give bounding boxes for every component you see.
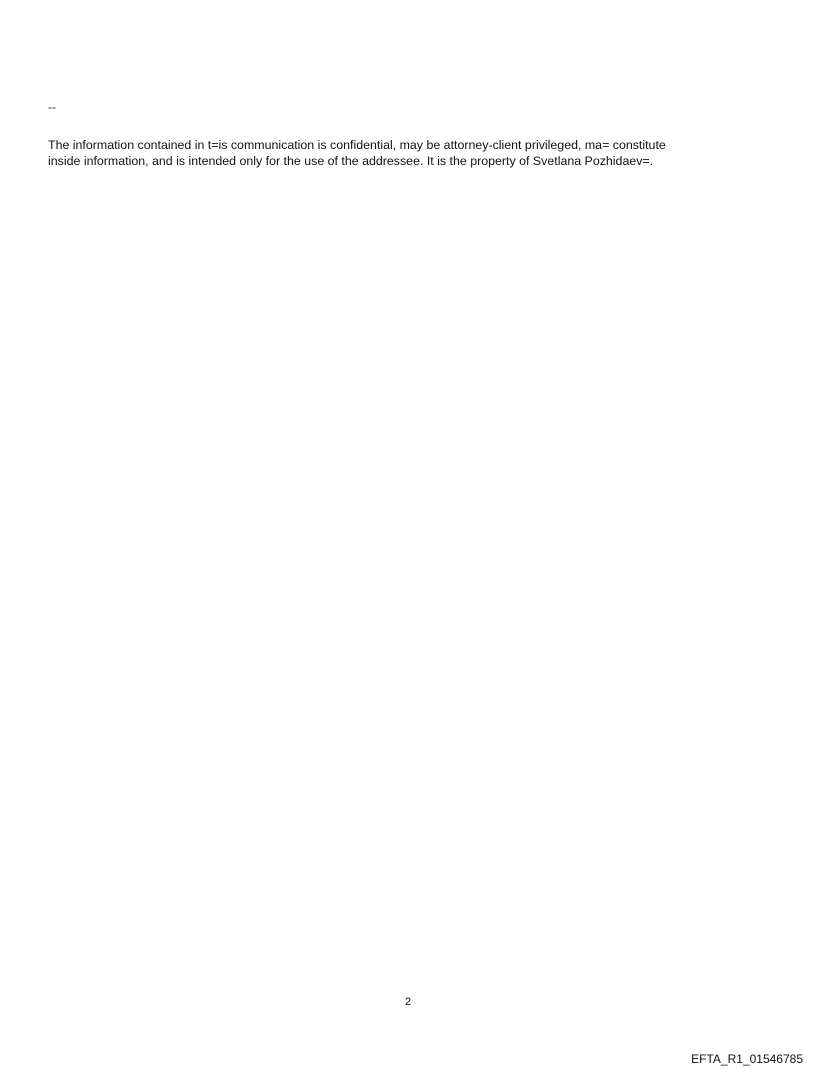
confidentiality-disclaimer xyxy=(48,137,768,169)
signature-separator: -- xyxy=(48,100,56,114)
document-id-stamp: EFTA_R1_01546785 xyxy=(691,1052,803,1066)
disclaimer-line-2: inside information, and is intended only for the use of the addressee. It is the property of Svetlana Pozhidaev=. xyxy=(48,154,654,168)
page-number: 2 xyxy=(404,996,412,1008)
disclaimer-line-1: The information contained in t=is communication is confidential, may be attorney-client privileged, ma= constitute xyxy=(48,138,666,152)
